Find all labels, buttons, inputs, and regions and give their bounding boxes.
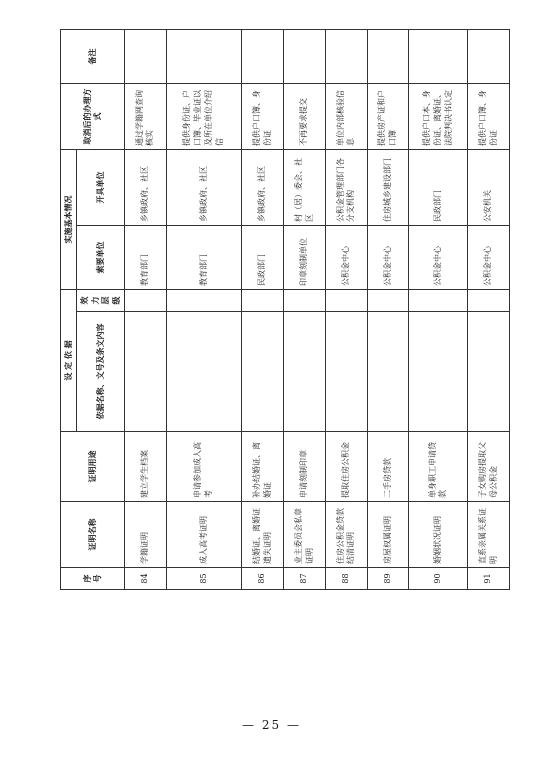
row-seq: 85 xyxy=(166,568,242,590)
row-level xyxy=(284,289,326,311)
row-after: 通过学籍网查询核实 xyxy=(124,83,166,149)
row-remark xyxy=(409,29,468,83)
row-after: 单位内部核验信息 xyxy=(325,83,367,149)
row-remark xyxy=(242,29,284,83)
row-level xyxy=(409,289,468,311)
row-issuer: 印章刻制单位 xyxy=(284,225,326,289)
header-basis-group: 设 定 依 据 xyxy=(61,289,77,431)
table-row xyxy=(242,29,284,589)
row-purpose: 子女购房提取父母公积金 xyxy=(468,432,510,502)
table-row xyxy=(124,29,166,589)
header-remark: 备注 xyxy=(61,29,125,83)
page-number: — 25 — xyxy=(242,718,301,732)
row-name: 成人高考证明 xyxy=(166,502,242,568)
row-provider: 住房城乡建设部门 xyxy=(367,149,409,225)
row-provider: 乡镇政府、社区 xyxy=(166,149,242,225)
row-basis xyxy=(468,312,510,432)
row-purpose: 单身职工申请贷款 xyxy=(409,432,468,502)
header-after: 取消后的办理方式 xyxy=(61,83,125,149)
table-row xyxy=(468,29,510,589)
row-purpose: 二手房贷款 xyxy=(367,432,409,502)
row-basis xyxy=(367,312,409,432)
row-level xyxy=(367,289,409,311)
table-row xyxy=(284,29,326,589)
rotated-table-container xyxy=(60,30,510,590)
table-row xyxy=(367,29,409,589)
row-purpose: 申请刻制印章 xyxy=(284,432,326,502)
row-name: 住房公积金贷款结清证明 xyxy=(325,502,367,568)
header-provider: 开具单位 xyxy=(76,149,124,225)
row-purpose: 提取住房公积金 xyxy=(325,432,367,502)
header-name: 证明名称 xyxy=(61,502,125,568)
row-basis xyxy=(124,312,166,432)
row-after: 不再要求提交 xyxy=(284,83,326,149)
row-issuer: 教育部门 xyxy=(166,225,242,289)
row-provider: 公安机关 xyxy=(468,149,510,225)
row-seq: 91 xyxy=(468,568,510,590)
row-name: 婚姻状况证明 xyxy=(409,502,468,568)
row-remark xyxy=(325,29,367,83)
row-seq: 86 xyxy=(242,568,284,590)
row-provider: 村（居）委会、社区 xyxy=(284,149,326,225)
row-remark xyxy=(367,29,409,83)
row-level xyxy=(124,289,166,311)
row-remark xyxy=(124,29,166,83)
header-level: 效力层级 xyxy=(76,289,124,311)
row-basis xyxy=(284,312,326,432)
header-impl-group: 实施基本情况 xyxy=(61,149,77,289)
row-name: 学籍证明 xyxy=(124,502,166,568)
row-provider: 民政部门 xyxy=(409,149,468,225)
row-seq: 88 xyxy=(325,568,367,590)
row-name: 结婚证、离婚证遗失证明 xyxy=(242,502,284,568)
row-purpose: 建立学生档案 xyxy=(124,432,166,502)
certificate-table xyxy=(60,29,510,590)
header-seq: 序号 xyxy=(61,568,125,590)
row-issuer: 公积金中心 xyxy=(409,225,468,289)
row-basis xyxy=(242,312,284,432)
row-remark xyxy=(166,29,242,83)
row-after: 提供房产证和户口簿 xyxy=(367,83,409,149)
row-name: 房屋权属证明 xyxy=(367,502,409,568)
row-seq: 90 xyxy=(409,568,468,590)
header-basis-name: 依据名称、文号及条文内容 xyxy=(76,312,124,432)
table-row xyxy=(325,29,367,589)
row-level xyxy=(166,289,242,311)
row-level xyxy=(468,289,510,311)
row-seq: 84 xyxy=(124,568,166,590)
table-row xyxy=(166,29,242,589)
row-purpose: 申请参加成人高考 xyxy=(166,432,242,502)
row-issuer: 教育部门 xyxy=(124,225,166,289)
row-basis xyxy=(409,312,468,432)
row-purpose: 补办结婚证、离婚证 xyxy=(242,432,284,502)
row-seq: 87 xyxy=(284,568,326,590)
row-level xyxy=(242,289,284,311)
row-after: 提供户口本、身份证、离婚证、法院判决书认定 xyxy=(409,83,468,149)
row-after: 提供户口簿、身份证 xyxy=(242,83,284,149)
row-remark xyxy=(284,29,326,83)
row-issuer: 公积金中心 xyxy=(325,225,367,289)
row-name: 直系亲属关系证明 xyxy=(468,502,510,568)
table-row xyxy=(409,29,468,589)
row-remark xyxy=(468,29,510,83)
header-issuer: 索要单位 xyxy=(76,225,124,289)
row-issuer: 公积金中心 xyxy=(468,225,510,289)
row-after: 提供身份证、户口簿、毕业证以及所在单位介绍信 xyxy=(166,83,242,149)
row-level xyxy=(325,289,367,311)
row-after: 提供户口簿、身份证 xyxy=(468,83,510,149)
row-basis xyxy=(325,312,367,432)
row-name: 业主委员会私章证明 xyxy=(284,502,326,568)
header-purpose: 证明用途 xyxy=(61,432,125,502)
row-provider: 公积金管理部门各分支机构 xyxy=(325,149,367,225)
row-provider: 乡镇政府、社区 xyxy=(124,149,166,225)
row-seq: 89 xyxy=(367,568,409,590)
row-issuer: 民政部门 xyxy=(242,225,284,289)
row-issuer: 公积金中心 xyxy=(367,225,409,289)
row-provider: 乡镇政府、社区 xyxy=(242,149,284,225)
row-basis xyxy=(166,312,242,432)
